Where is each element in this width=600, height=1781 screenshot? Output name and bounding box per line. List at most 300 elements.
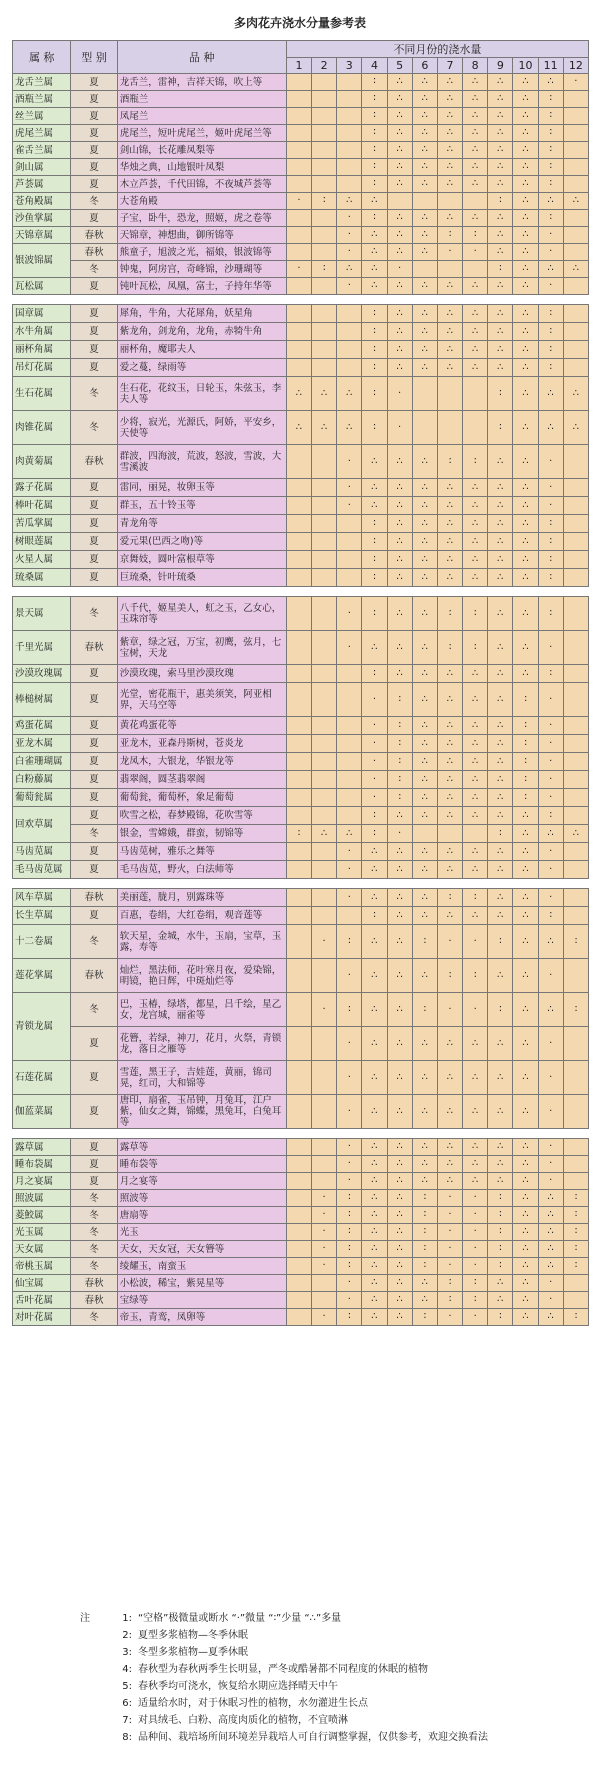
table-row bbox=[13, 789, 589, 807]
type-cell: 夏 bbox=[71, 323, 117, 341]
genus-cell: 千里光属 bbox=[13, 631, 71, 665]
month-cell: ∴ bbox=[488, 1156, 513, 1173]
genus-cell: 酒瓶兰属 bbox=[13, 91, 71, 108]
month-cell: ∶ bbox=[488, 825, 513, 843]
table-row bbox=[13, 889, 589, 907]
month-cell: ∶ bbox=[513, 683, 538, 717]
month-cell: ∴ bbox=[488, 533, 513, 551]
month-cell: ∴ bbox=[412, 1173, 437, 1190]
species-cell: 黄花鸡蛋花等 bbox=[117, 717, 286, 735]
type-cell: 夏 bbox=[71, 1061, 117, 1095]
month-cell bbox=[563, 497, 588, 515]
month-cell bbox=[286, 597, 311, 631]
month-cell bbox=[563, 569, 588, 587]
month-cell: ∴ bbox=[437, 142, 462, 159]
month-cell: ∶ bbox=[362, 359, 387, 377]
month-cell bbox=[286, 323, 311, 341]
month-cell: ∴ bbox=[513, 210, 538, 227]
group-separator bbox=[13, 295, 589, 305]
month-cell: ∶ bbox=[538, 597, 563, 631]
month-cell: ∴ bbox=[437, 533, 462, 551]
month-cell: ∴ bbox=[488, 91, 513, 108]
header-month: 9 bbox=[488, 58, 513, 74]
month-cell: · bbox=[538, 843, 563, 861]
month-cell: · bbox=[337, 210, 362, 227]
month-cell: · bbox=[362, 753, 387, 771]
month-cell: ∶ bbox=[437, 597, 462, 631]
month-cell bbox=[312, 159, 337, 176]
header-type: 型 别 bbox=[71, 41, 117, 74]
table-row bbox=[13, 261, 589, 278]
month-cell: ∴ bbox=[488, 1173, 513, 1190]
month-cell: ∴ bbox=[488, 683, 513, 717]
type-cell: 夏 bbox=[71, 159, 117, 176]
month-cell bbox=[312, 807, 337, 825]
month-cell: ∴ bbox=[362, 843, 387, 861]
table-row bbox=[13, 993, 589, 1027]
genus-cell: 回欢草属 bbox=[13, 807, 71, 843]
month-cell: ∶ bbox=[513, 735, 538, 753]
type-cell: 冬 bbox=[71, 1258, 117, 1275]
month-cell: · bbox=[538, 683, 563, 717]
month-cell bbox=[337, 91, 362, 108]
month-cell: ∴ bbox=[488, 210, 513, 227]
month-cell: ∴ bbox=[437, 789, 462, 807]
month-cell: ∴ bbox=[538, 1241, 563, 1258]
month-cell: ∴ bbox=[312, 377, 337, 411]
month-cell: · bbox=[437, 1207, 462, 1224]
month-cell: ∴ bbox=[412, 807, 437, 825]
species-cell: 大苍角殿 bbox=[117, 193, 286, 210]
table-row bbox=[13, 74, 589, 91]
month-cell bbox=[563, 807, 588, 825]
note-number: 1: bbox=[122, 1613, 132, 1624]
month-cell bbox=[337, 108, 362, 125]
month-cell: · bbox=[337, 959, 362, 993]
type-cell: 夏 bbox=[71, 479, 117, 497]
month-cell: ∴ bbox=[513, 1139, 538, 1156]
month-cell bbox=[286, 753, 311, 771]
month-cell bbox=[563, 159, 588, 176]
month-cell: ∴ bbox=[488, 735, 513, 753]
month-cell bbox=[286, 91, 311, 108]
month-cell: ∶ bbox=[437, 445, 462, 479]
month-cell: ∴ bbox=[437, 771, 462, 789]
table-row bbox=[13, 735, 589, 753]
genus-cell: 棒叶花属 bbox=[13, 497, 71, 515]
month-cell: ∴ bbox=[513, 108, 538, 125]
month-cell: ∴ bbox=[488, 176, 513, 193]
month-cell: ∴ bbox=[488, 597, 513, 631]
genus-cell: 银波锦属 bbox=[13, 244, 71, 278]
species-cell: 钝叶瓦松，凤凰，富士，子持年华等 bbox=[117, 278, 286, 295]
month-cell: ∴ bbox=[412, 889, 437, 907]
genus-cell: 葡萄瓮属 bbox=[13, 789, 71, 807]
month-cell bbox=[286, 142, 311, 159]
species-cell: 天锦章，神想曲，御所锦等 bbox=[117, 227, 286, 244]
month-cell: ∶ bbox=[362, 176, 387, 193]
month-cell: ∴ bbox=[412, 735, 437, 753]
month-cell: · bbox=[538, 1139, 563, 1156]
genus-cell: 水牛角属 bbox=[13, 323, 71, 341]
month-cell: ∴ bbox=[387, 210, 412, 227]
month-cell: ∴ bbox=[387, 125, 412, 142]
month-cell: ∶ bbox=[387, 753, 412, 771]
month-cell: ∶ bbox=[362, 411, 387, 445]
month-cell: ∶ bbox=[538, 515, 563, 533]
species-cell: 亚龙木，亚森丹斯树，苍炎龙 bbox=[117, 735, 286, 753]
species-cell: 龙舌兰，雷神，吉祥天锦，吹上等 bbox=[117, 74, 286, 91]
table-row bbox=[13, 1156, 589, 1173]
month-cell: ∴ bbox=[362, 993, 387, 1027]
note-text: 品种间、栽培场所间环境差异栽培人可自行调整掌握，仅供参考，欢迎交换看法 bbox=[138, 1732, 488, 1743]
month-cell: ∴ bbox=[463, 683, 488, 717]
month-cell: ∶ bbox=[463, 445, 488, 479]
table-row bbox=[13, 323, 589, 341]
month-cell: ∴ bbox=[463, 861, 488, 879]
month-cell: ∴ bbox=[437, 323, 462, 341]
month-cell bbox=[312, 569, 337, 587]
month-cell: ∶ bbox=[412, 925, 437, 959]
month-cell: ∴ bbox=[513, 925, 538, 959]
month-cell: ∶ bbox=[337, 1207, 362, 1224]
month-cell: ∴ bbox=[412, 305, 437, 323]
month-cell: ∴ bbox=[463, 176, 488, 193]
month-cell bbox=[286, 569, 311, 587]
month-cell: ∶ bbox=[337, 1190, 362, 1207]
month-cell bbox=[337, 717, 362, 735]
month-cell: ∶ bbox=[337, 993, 362, 1027]
month-cell: ∴ bbox=[488, 323, 513, 341]
table-row bbox=[13, 125, 589, 142]
species-cell: 生石花，花纹玉，日轮玉，朱弦玉，李夫人等 bbox=[117, 377, 286, 411]
month-cell: ∶ bbox=[463, 1292, 488, 1309]
month-cell: ∴ bbox=[513, 1309, 538, 1326]
month-cell: ∴ bbox=[488, 1275, 513, 1292]
month-cell: · bbox=[312, 1241, 337, 1258]
month-cell: ∶ bbox=[362, 74, 387, 91]
month-cell: · bbox=[337, 1173, 362, 1190]
group-separator bbox=[13, 879, 589, 889]
month-cell: ∴ bbox=[387, 1156, 412, 1173]
month-cell: · bbox=[437, 925, 462, 959]
month-cell bbox=[437, 377, 462, 411]
month-cell: ∴ bbox=[463, 323, 488, 341]
watering-table bbox=[12, 40, 589, 1326]
month-cell: ∶ bbox=[337, 1309, 362, 1326]
type-cell: 夏 bbox=[71, 278, 117, 295]
month-cell: ∴ bbox=[412, 631, 437, 665]
month-cell: ∴ bbox=[513, 807, 538, 825]
month-cell: · bbox=[538, 227, 563, 244]
month-cell: ∶ bbox=[387, 771, 412, 789]
month-cell: ∶ bbox=[362, 125, 387, 142]
month-cell bbox=[286, 1027, 311, 1061]
month-cell: · bbox=[387, 825, 412, 843]
month-cell: ∶ bbox=[437, 1275, 462, 1292]
month-cell bbox=[312, 1027, 337, 1061]
month-cell bbox=[286, 1292, 311, 1309]
type-cell: 冬 bbox=[71, 193, 117, 210]
month-cell bbox=[312, 359, 337, 377]
month-cell bbox=[563, 771, 588, 789]
species-cell: 犀角，牛角，大花犀角，妖星角 bbox=[117, 305, 286, 323]
month-cell: ∶ bbox=[488, 1190, 513, 1207]
month-cell: ∴ bbox=[387, 1292, 412, 1309]
page-title: 多肉花卉浇水分量参考表 bbox=[233, 16, 366, 30]
month-cell: ∴ bbox=[437, 551, 462, 569]
genus-cell: 青锁龙属 bbox=[13, 993, 71, 1061]
month-cell bbox=[563, 789, 588, 807]
species-cell: 钟鬼，阿房宫，奇峰锦，沙珊瑚等 bbox=[117, 261, 286, 278]
month-cell: ∴ bbox=[513, 1173, 538, 1190]
month-cell bbox=[312, 1173, 337, 1190]
table-row bbox=[13, 341, 589, 359]
month-cell: ∶ bbox=[362, 665, 387, 683]
table-row bbox=[13, 1258, 589, 1275]
month-cell: · bbox=[437, 244, 462, 261]
month-cell: ∴ bbox=[387, 305, 412, 323]
month-cell: · bbox=[538, 244, 563, 261]
month-cell: ∶ bbox=[463, 889, 488, 907]
month-cell bbox=[312, 445, 337, 479]
month-cell: ∴ bbox=[362, 193, 387, 210]
species-cell: 爱之蔓，绿雨等 bbox=[117, 359, 286, 377]
month-cell: ∶ bbox=[563, 1224, 588, 1241]
month-cell: ∴ bbox=[387, 907, 412, 925]
month-cell bbox=[563, 843, 588, 861]
month-cell: ∶ bbox=[387, 683, 412, 717]
month-cell: ∶ bbox=[538, 807, 563, 825]
header-month: 1 bbox=[286, 58, 311, 74]
month-cell: · bbox=[362, 717, 387, 735]
month-cell: ∴ bbox=[387, 1095, 412, 1129]
month-cell: ∶ bbox=[362, 825, 387, 843]
month-cell: ∶ bbox=[538, 142, 563, 159]
month-cell: ∴ bbox=[337, 825, 362, 843]
month-cell bbox=[286, 861, 311, 879]
note-number: 6: bbox=[122, 1698, 132, 1709]
month-cell: ∶ bbox=[362, 907, 387, 925]
month-cell: ∴ bbox=[513, 551, 538, 569]
month-cell: · bbox=[538, 889, 563, 907]
month-cell bbox=[563, 861, 588, 879]
type-cell: 冬 bbox=[71, 377, 117, 411]
month-cell: ∴ bbox=[437, 359, 462, 377]
type-cell: 夏 bbox=[71, 683, 117, 717]
month-cell: ∴ bbox=[513, 1292, 538, 1309]
month-cell bbox=[337, 142, 362, 159]
month-cell: ∴ bbox=[463, 74, 488, 91]
note-row bbox=[0, 1610, 600, 1627]
species-cell: 天女，天女冠，天女簪等 bbox=[117, 1241, 286, 1258]
species-cell: 巴，玉椿，绿塔，都星，吕千绘，星乙女，龙宫城，丽雀等 bbox=[117, 993, 286, 1027]
month-cell bbox=[463, 377, 488, 411]
type-cell: 夏 bbox=[71, 551, 117, 569]
genus-cell: 肉黄菊属 bbox=[13, 445, 71, 479]
month-cell: ∶ bbox=[362, 142, 387, 159]
species-cell: 银金，雪嫦娥，群蛮，韧锦等 bbox=[117, 825, 286, 843]
month-cell: ∴ bbox=[412, 1061, 437, 1095]
month-cell: · bbox=[538, 445, 563, 479]
month-cell: ∴ bbox=[387, 359, 412, 377]
species-cell: 毛马齿苋，野火，白法师等 bbox=[117, 861, 286, 879]
month-cell: ∴ bbox=[488, 227, 513, 244]
month-cell bbox=[563, 1156, 588, 1173]
month-cell bbox=[563, 227, 588, 244]
month-cell: ∴ bbox=[362, 227, 387, 244]
genus-cell: 露草属 bbox=[13, 1139, 71, 1156]
month-cell bbox=[337, 665, 362, 683]
month-cell: ∴ bbox=[513, 305, 538, 323]
month-cell bbox=[563, 1061, 588, 1095]
month-cell bbox=[337, 176, 362, 193]
month-cell bbox=[337, 533, 362, 551]
month-cell: ∶ bbox=[362, 597, 387, 631]
genus-cell: 树眼莲属 bbox=[13, 533, 71, 551]
month-cell: ∴ bbox=[488, 753, 513, 771]
genus-cell: 虎尾兰属 bbox=[13, 125, 71, 142]
genus-cell: 丝兰属 bbox=[13, 108, 71, 125]
month-cell bbox=[312, 735, 337, 753]
species-cell: 软天星，金城，水牛，玉扇，宝草，玉露，寿等 bbox=[117, 925, 286, 959]
month-cell: ∴ bbox=[437, 515, 462, 533]
month-cell: · bbox=[337, 597, 362, 631]
genus-cell: 照波属 bbox=[13, 1190, 71, 1207]
species-cell: 吹雪之松，春梦殿锦，花吹雪等 bbox=[117, 807, 286, 825]
month-cell: · bbox=[463, 1224, 488, 1241]
month-cell: ∶ bbox=[412, 1224, 437, 1241]
month-cell bbox=[412, 261, 437, 278]
month-cell: ∴ bbox=[513, 261, 538, 278]
month-cell: ∴ bbox=[362, 1224, 387, 1241]
month-cell bbox=[286, 359, 311, 377]
table-row bbox=[13, 515, 589, 533]
month-cell: ∴ bbox=[513, 515, 538, 533]
month-cell: ∴ bbox=[437, 497, 462, 515]
month-cell: ∴ bbox=[412, 176, 437, 193]
table-row bbox=[13, 825, 589, 843]
table-row bbox=[13, 551, 589, 569]
month-cell: ∴ bbox=[488, 889, 513, 907]
month-cell bbox=[286, 244, 311, 261]
header-genus: 属 称 bbox=[13, 41, 71, 74]
type-cell: 冬 bbox=[71, 1224, 117, 1241]
month-cell: · bbox=[437, 1258, 462, 1275]
month-cell: · bbox=[463, 1190, 488, 1207]
month-cell bbox=[312, 959, 337, 993]
month-cell: ∴ bbox=[538, 825, 563, 843]
month-cell bbox=[412, 411, 437, 445]
month-cell: ∴ bbox=[337, 411, 362, 445]
species-cell: 紫龙角，剑龙角，龙角，赤犄牛角 bbox=[117, 323, 286, 341]
month-cell bbox=[563, 108, 588, 125]
month-cell: ∴ bbox=[412, 108, 437, 125]
month-cell: · bbox=[538, 1292, 563, 1309]
month-cell: ∴ bbox=[412, 142, 437, 159]
type-cell: 冬 bbox=[71, 1190, 117, 1207]
month-cell: ∶ bbox=[362, 569, 387, 587]
month-cell bbox=[563, 717, 588, 735]
species-cell: 京舞妓，圆叶富根草等 bbox=[117, 551, 286, 569]
month-cell bbox=[286, 1061, 311, 1095]
month-cell: ∴ bbox=[538, 411, 563, 445]
type-cell: 春秋 bbox=[71, 1292, 117, 1309]
table-row bbox=[13, 807, 589, 825]
month-cell: · bbox=[337, 497, 362, 515]
month-cell bbox=[563, 551, 588, 569]
month-cell: ∴ bbox=[488, 445, 513, 479]
table-row bbox=[13, 210, 589, 227]
month-cell bbox=[286, 789, 311, 807]
month-cell bbox=[563, 91, 588, 108]
group-separator bbox=[13, 1129, 589, 1139]
species-cell: 木立芦荟，千代田锦，不夜城芦荟等 bbox=[117, 176, 286, 193]
month-cell: ∴ bbox=[337, 193, 362, 210]
month-cell bbox=[563, 142, 588, 159]
month-cell bbox=[337, 735, 362, 753]
month-cell: ∴ bbox=[387, 1258, 412, 1275]
month-cell bbox=[286, 993, 311, 1027]
type-cell: 夏 bbox=[71, 717, 117, 735]
month-cell bbox=[563, 631, 588, 665]
month-cell: ∴ bbox=[437, 91, 462, 108]
month-cell: · bbox=[362, 771, 387, 789]
month-cell: ∴ bbox=[412, 665, 437, 683]
month-cell bbox=[286, 227, 311, 244]
table-body bbox=[13, 74, 589, 1326]
month-cell: ∴ bbox=[387, 1190, 412, 1207]
table-row bbox=[13, 753, 589, 771]
month-cell: ∴ bbox=[463, 341, 488, 359]
month-cell: ∴ bbox=[362, 1241, 387, 1258]
month-cell: · bbox=[337, 861, 362, 879]
month-cell bbox=[337, 74, 362, 91]
month-cell: ∴ bbox=[488, 515, 513, 533]
month-cell: ∶ bbox=[563, 1190, 588, 1207]
species-cell: 雪莲，黑王子，吉娃莲，黄丽，锦司晃，红司，大和锦等 bbox=[117, 1061, 286, 1095]
month-cell: · bbox=[337, 889, 362, 907]
table-row bbox=[13, 1190, 589, 1207]
table-row bbox=[13, 159, 589, 176]
month-cell: ∶ bbox=[563, 1241, 588, 1258]
month-cell: · bbox=[337, 1139, 362, 1156]
month-cell: ∴ bbox=[387, 959, 412, 993]
month-cell bbox=[563, 533, 588, 551]
month-cell: ∶ bbox=[387, 717, 412, 735]
month-cell: ∴ bbox=[488, 807, 513, 825]
genus-cell: 睡布袋属 bbox=[13, 1156, 71, 1173]
month-cell: ∴ bbox=[387, 597, 412, 631]
month-cell: · bbox=[538, 717, 563, 735]
month-cell bbox=[563, 1027, 588, 1061]
month-cell: ∴ bbox=[513, 176, 538, 193]
species-cell: 子宝，卧牛，恐龙，照姬，虎之卷等 bbox=[117, 210, 286, 227]
species-cell: 露草等 bbox=[117, 1139, 286, 1156]
month-cell: ∴ bbox=[563, 825, 588, 843]
month-cell: ∶ bbox=[563, 993, 588, 1027]
month-cell: · bbox=[538, 1095, 563, 1129]
month-cell bbox=[286, 108, 311, 125]
note-row bbox=[0, 1712, 600, 1729]
genus-cell: 长生草属 bbox=[13, 907, 71, 925]
month-cell bbox=[312, 479, 337, 497]
note-text: 冬型多浆植物—夏季休眠 bbox=[138, 1647, 248, 1658]
month-cell: · bbox=[538, 789, 563, 807]
month-cell: · bbox=[538, 735, 563, 753]
month-cell: ∴ bbox=[362, 1139, 387, 1156]
month-cell: ∴ bbox=[538, 1224, 563, 1241]
